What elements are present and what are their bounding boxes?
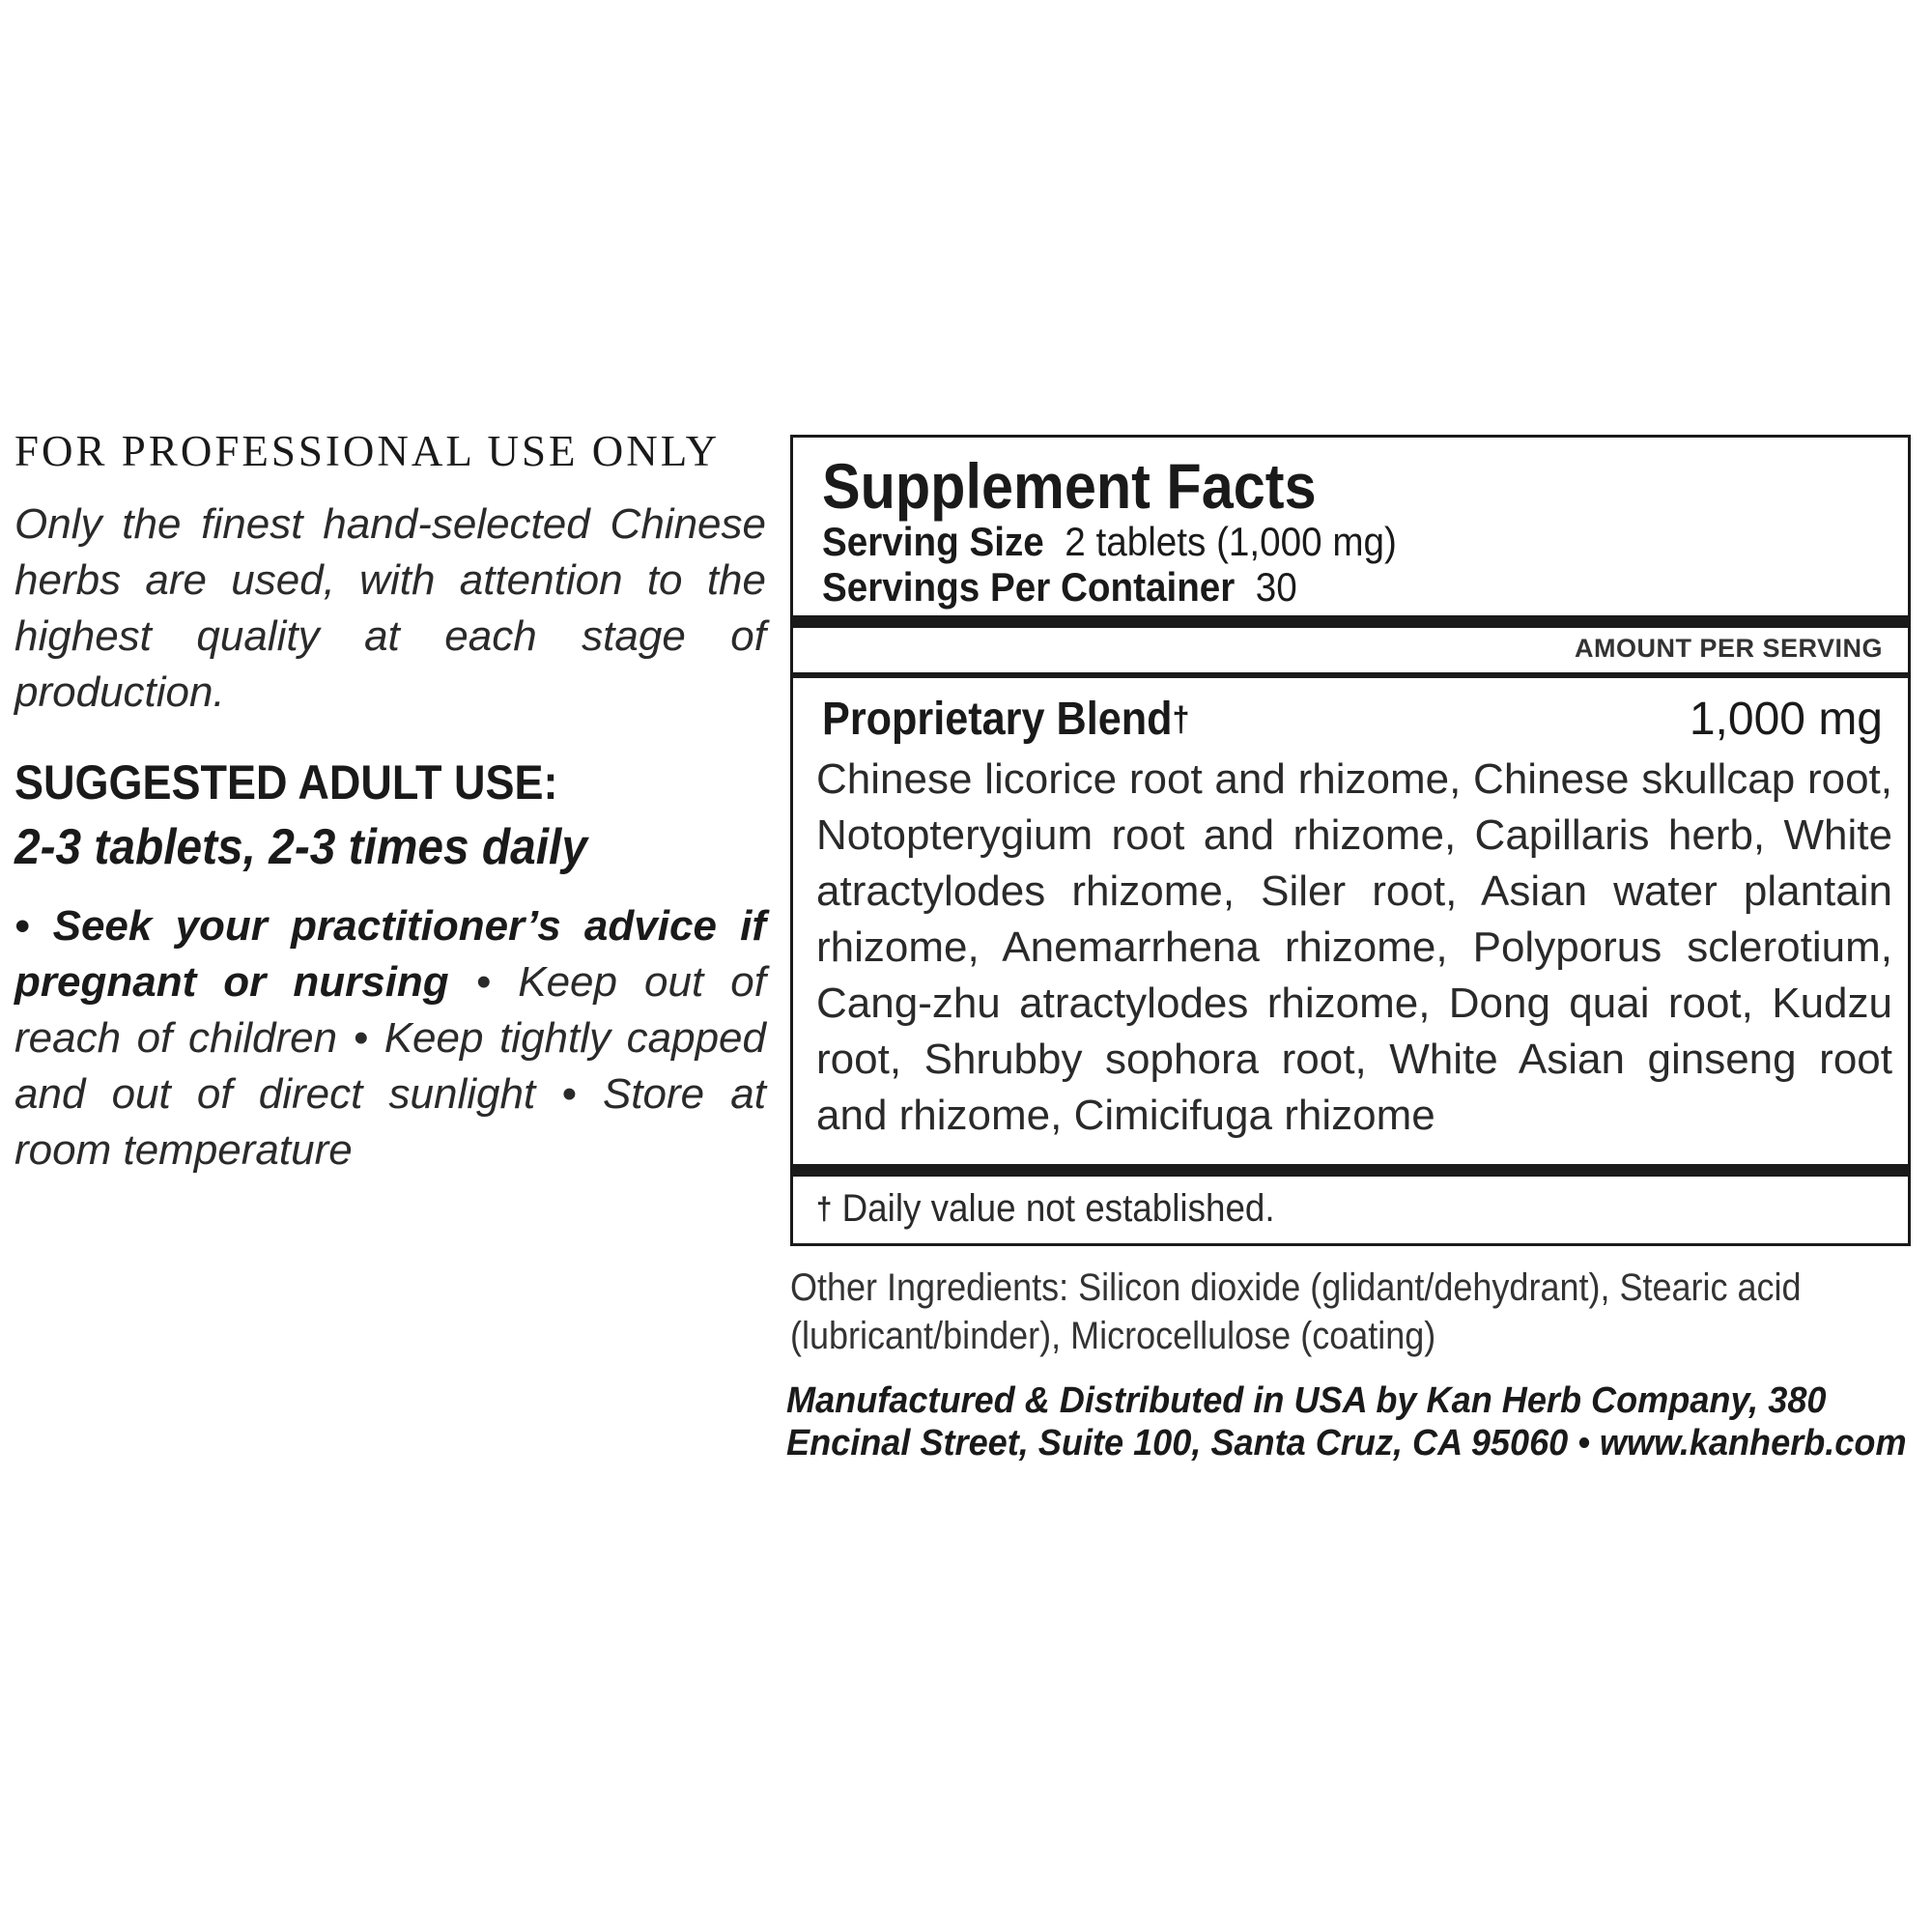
other-ingredients-line-1: Other Ingredients: Silicon dioxide (glidant/dehydrant), Stearic acid xyxy=(790,1266,1802,1309)
facts-title: Supplement Facts xyxy=(822,450,1317,522)
footnote-dagger-icon: † xyxy=(816,1191,833,1226)
warnings-paragraph xyxy=(14,898,766,1179)
amount-per-serving-label: AMOUNT PER SERVING xyxy=(1574,634,1883,663)
other-ingredients-line-2: (lubricant/binder), Microcellulose (coating) xyxy=(790,1315,1436,1357)
proprietary-blend-name xyxy=(822,691,1190,749)
warning-pregnancy: • Seek your practitioner’s advice if pregnant or nursing xyxy=(14,902,766,1006)
divider-medium xyxy=(793,672,1908,678)
serving-size-label: Serving Size xyxy=(822,519,1044,564)
servings-per-container-row xyxy=(822,563,1297,611)
professional-use-heading: FOR PROFESSIONAL USE ONLY xyxy=(14,427,721,475)
blend-name-text: Proprietary Blend xyxy=(822,694,1173,745)
dagger-icon: † xyxy=(1172,699,1190,739)
footnote-text: Daily value not established. xyxy=(841,1187,1275,1230)
supplement-facts-panel xyxy=(790,435,1911,1246)
label-left-column xyxy=(14,425,766,1179)
suggested-dose: 2-3 tablets, 2-3 times daily xyxy=(14,819,587,875)
manufacturer-line-1: Manufactured & Distributed in USA by Kan Herb Company, 380 xyxy=(786,1380,1827,1421)
suggested-use-heading: SUGGESTED ADULT USE: xyxy=(14,755,558,810)
manufacturer-line-2: Encinal Street, Suite 100, Santa Cruz, CA 95060 • www.kanherb.com xyxy=(786,1423,1907,1463)
serving-size-row xyxy=(822,518,1397,566)
proprietary-blend-amount: 1,000 mg xyxy=(1689,694,1883,745)
blend-ingredients: Chinese licorice root and rhizome, Chinese skullcap root, Notopterygium root and rhizome, Capillaris herb, White atractylodes rhizome, Siler root, Asian water plantain rhizome, Anemarrhena rhizome, Polyporus sclerotium, Cang-zhu atractylodes rhizome, Dong quai root, Kudzu root, Shrubby sophora root, White Asian ginseng root and rhizome, Cimicifuga rhizome xyxy=(816,755,1892,1139)
servings-per-container-label: Servings Per Container xyxy=(822,564,1236,610)
serving-size-value: 2 tablets (1,000 mg) xyxy=(1065,519,1397,564)
intro-paragraph: Only the finest hand-selected Chinese herbs are used, with attention to the highest quality at each stage of production. xyxy=(14,500,766,716)
warning-storage: • Keep out of reach of children • Keep tightly capped and out of direct sunlight • Store at room temperature xyxy=(14,958,766,1174)
other-ingredients xyxy=(790,1264,1916,1360)
divider-thick xyxy=(793,615,1908,628)
servings-per-container-value: 30 xyxy=(1255,564,1297,610)
divider-thick-bottom xyxy=(793,1164,1908,1177)
manufacturer-info xyxy=(786,1379,1917,1464)
daily-value-footnote xyxy=(816,1184,1275,1233)
